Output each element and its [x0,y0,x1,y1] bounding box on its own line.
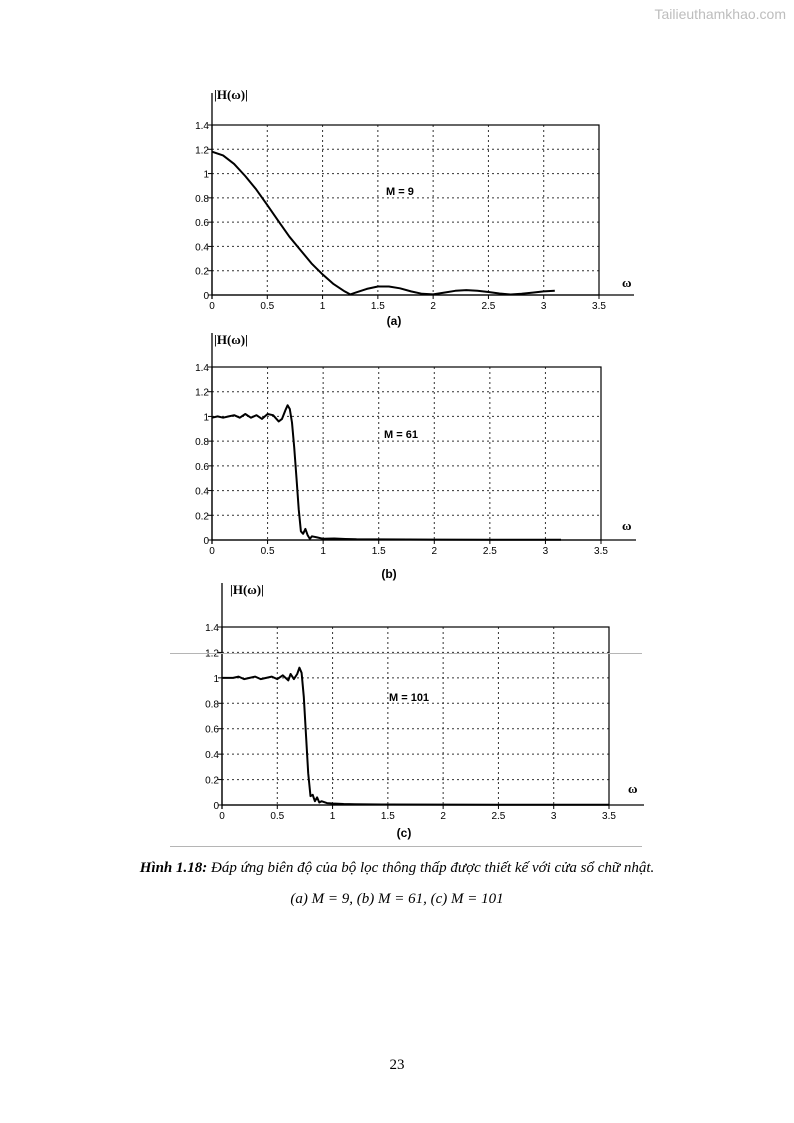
y-tick-label: 0.8 [195,193,209,205]
caption-lead: Hình 1.18: [139,860,208,876]
x-tick-label: 0.5 [270,811,285,822]
x-tick-label: 2 [431,546,438,557]
x-tick-label: 1.5 [380,811,395,822]
x-tick-label: 1.5 [370,301,385,312]
figure-caption-line2: (a) M = 9, (b) M = 61, (c) M = 101 [290,891,504,907]
y-tick-label: 0.8 [195,437,209,449]
caption-line1: Đáp ứng biên độ của bộ lọc thông thấp được thiết kế với cửa sổ chữ nhật. [207,860,655,876]
y-tick-label: 0.4 [205,750,219,762]
x-tick-label: 3 [550,811,557,822]
x-tick-label: 2.5 [491,811,506,822]
y-tick-label: 1.4 [195,363,209,374]
page-number: 23 [389,1057,405,1073]
x-tick-label: 0.5 [260,546,275,557]
y-tick-label: 0.2 [195,511,209,523]
y-tick-label: 1 [203,169,209,181]
y-tick-label: 0 [213,801,219,812]
plot-frame [212,367,601,540]
plot-b [0,325,794,581]
x-tick-label: 2.5 [482,546,497,557]
x-tick-label: 3 [540,301,547,312]
y-tick-label: 0 [203,291,209,302]
y-tick-label: 1.2 [205,648,219,660]
y-tick-label: 1.2 [195,145,209,157]
y-tick-label: 0.6 [195,461,209,473]
x-tick-label: 0 [209,301,215,312]
annotation-label: M = 101 [389,692,430,704]
annotation-label: M = 9 [386,186,414,198]
x-tick-label: 1 [329,811,336,822]
figure-caption [0,860,794,877]
x-axis-label: ω [628,781,638,796]
y-tick-label: 1.4 [205,623,219,634]
subfigure-label: (c) [396,826,412,840]
x-tick-label: 3 [542,546,549,557]
x-tick-label: 0.5 [260,301,275,312]
x-tick-label: 2.5 [481,301,496,312]
scan-line-top [170,653,642,654]
x-tick-label: 1 [320,546,326,557]
x-tick-label: 2 [430,301,436,312]
plot-c [0,575,794,840]
y-tick-label: 0.8 [205,699,219,711]
y-tick-label: 1 [203,412,209,424]
y-tick-label: 1 [213,673,219,685]
scan-line-bottom [170,846,642,847]
x-tick-label: 3.5 [594,546,608,557]
y-tick-label: 0.2 [205,775,219,787]
y-tick-label: 0.4 [195,242,209,254]
magnitude-curve [222,668,609,805]
y-tick-label: 0.6 [205,724,219,736]
x-tick-label: 0 [209,546,215,557]
watermark: Tailieuthamkhao.com [654,6,786,22]
x-tick-label: 0 [219,811,225,822]
plot-a [0,85,794,335]
y-tick-label: 1.2 [195,387,209,399]
y-tick-label: 1.4 [195,121,209,132]
y-tick-label: 0 [203,536,209,547]
subfigure-label: (b) [381,567,397,581]
y-axis-label: |H(ω)| [230,582,264,597]
y-axis-label: |H(ω)| [214,332,248,347]
x-tick-label: 1.5 [371,546,386,557]
x-tick-label: 2 [440,811,446,822]
y-tick-label: 0.6 [195,218,209,230]
subfigure-label: (a) [386,314,402,328]
y-axis-label: |H(ω)| [214,87,248,102]
x-axis-label: ω [622,518,632,533]
annotation-label: M = 61 [384,429,418,441]
x-tick-label: 3.5 [592,301,606,312]
magnitude-curve [212,405,561,540]
x-axis-label: ω [622,275,632,290]
y-tick-label: 0.2 [195,266,209,278]
x-tick-label: 3.5 [602,811,616,822]
x-tick-label: 1 [319,301,326,312]
y-tick-label: 0.4 [195,486,209,498]
